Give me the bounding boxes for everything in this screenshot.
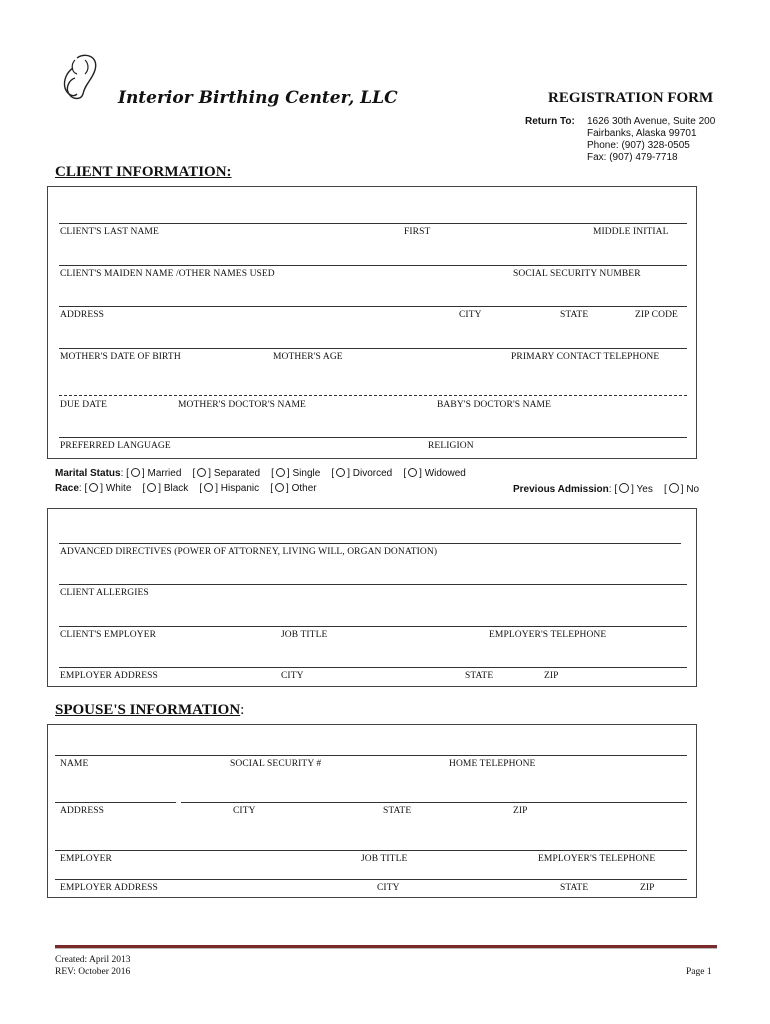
radio-icon[interactable] [408,468,417,477]
marital-single-option[interactable]: [ ] Single [271,468,321,479]
return-address [587,116,715,164]
mother-dob-label: MOTHER'S DATE OF BIRTH [60,352,181,362]
phone-text: Phone: (907) 328-0505 [587,140,690,151]
state-label: STATE [560,310,589,320]
race-hispanic-option[interactable]: [ ] Hispanic [199,483,260,494]
spouse-employer-label: EMPLOYER [60,854,112,864]
employer-state-label: STATE [465,671,494,681]
mother-doctor-label: MOTHER'S DOCTOR'S NAME [178,400,306,410]
radio-icon[interactable] [197,468,206,477]
address-line2: Fairbanks, Alaska 99701 [587,128,697,139]
return-to-label: Return To: [525,116,575,127]
employer-address-line[interactable] [59,667,687,668]
race-label: Race [55,483,79,494]
allergies-line[interactable] [59,584,687,585]
maiden-name-line[interactable] [59,265,687,266]
page-number: Page 1 [686,967,712,977]
first-label: FIRST [404,227,431,237]
spouse-employer-zip-label: ZIP [640,883,655,893]
marital-status-label: Marital Status [55,468,121,479]
race-other-option[interactable]: [ ] Other [270,483,317,494]
center-name: Interior Birthing Center, LLC [118,88,398,108]
spouse-employer-city-label: CITY [377,883,400,893]
spouse-state-label: STATE [383,806,412,816]
spouse-address-line-a[interactable] [55,802,176,803]
marital-status-row: Marital Status: [ ] Married [ ] Separated [ ] Single [ ] Divorced [ ] Widowed [55,468,466,479]
spouse-heading-text: SPOUSE'S INFORMATION [55,702,241,718]
ssn-label: SOCIAL SECURITY NUMBER [513,269,641,279]
revision-date: REV: October 2016 [55,967,131,977]
previous-admission-no-option[interactable]: [ ] No [663,484,700,495]
directives-line[interactable] [59,543,681,544]
address-line[interactable] [59,306,687,307]
marital-widowed-option[interactable]: [ ] Widowed [403,468,466,479]
spouse-home-phone-label: HOME TELEPHONE [449,759,536,769]
last-name-line[interactable] [59,223,687,224]
previous-admission-label: Previous Admission [513,484,609,495]
employer-address-label: EMPLOYER ADDRESS [60,671,158,681]
directives-label: ADVANCED DIRECTIVES (POWER OF ATTORNEY, LIVING WILL, ORGAN DONATION) [60,547,438,557]
race-row: Race: [ ] White [ ] Black [ ] Hispanic [ ] Other [55,483,317,494]
spouse-heading-colon: : [240,702,245,718]
dob-line[interactable] [59,348,687,349]
footer-rule [55,945,717,949]
language-line[interactable] [59,437,687,438]
city-label: CITY [459,310,482,320]
radio-icon[interactable] [669,483,679,493]
maiden-name-label: CLIENT'S MAIDEN NAME /OTHER NAMES USED [60,269,275,279]
previous-admission-yes-option[interactable]: [ ] Yes [614,484,653,495]
due-date-line[interactable] [59,395,687,396]
spouse-name-line[interactable] [55,755,687,756]
baby-doctor-label: BABY'S DOCTOR'S NAME [437,400,551,410]
spouse-employer-address-line[interactable] [55,879,687,880]
spouse-box [47,724,697,898]
spouse-city-label: CITY [233,806,256,816]
spouse-employer-address-label: EMPLOYER ADDRESS [60,883,158,893]
primary-phone-label: PRIMARY CONTACT TELEPHONE [511,352,660,362]
employer-zip-label: ZIP [544,671,559,681]
spouse-employer-line[interactable] [55,850,687,851]
religion-label: RELIGION [428,441,474,451]
spouse-address-line-b[interactable] [181,802,687,803]
spouse-job-title-label: JOB TITLE [361,854,408,864]
marital-married-option[interactable]: [ ] Married [126,468,182,479]
allergies-label: CLIENT ALLERGIES [60,588,149,598]
form-title: REGISTRATION FORM [548,90,714,106]
address-label: ADDRESS [60,310,104,320]
last-name-label: CLIENT'S LAST NAME [60,227,159,237]
spouse-zip-label: ZIP [513,806,528,816]
spouse-ssn-label: SOCIAL SECURITY # [230,759,322,769]
spouse-heading [55,702,244,719]
radio-icon[interactable] [131,468,140,477]
employer-phone-label: EMPLOYER'S TELEPHONE [489,630,607,640]
zip-code-label: ZIP CODE [635,310,678,320]
logo-icon [55,50,105,105]
job-title-label: JOB TITLE [281,630,328,640]
radio-icon[interactable] [147,483,156,492]
previous-admission-row: Previous Admission: [ ] Yes [ ] No [513,484,700,495]
spouse-address-label: ADDRESS [60,806,104,816]
spouse-employer-phone-label: EMPLOYER'S TELEPHONE [538,854,656,864]
mother-age-label: MOTHER'S AGE [273,352,343,362]
created-date: Created: April 2013 [55,955,131,965]
employer-label: CLIENT'S EMPLOYER [60,630,157,640]
radio-icon[interactable] [275,483,284,492]
employer-city-label: CITY [281,671,304,681]
address-line1: 1626 30th Avenue, Suite 200 [587,116,716,127]
radio-icon[interactable] [336,468,345,477]
radio-icon[interactable] [89,483,98,492]
race-white-option[interactable]: [ ] White [84,483,132,494]
radio-icon[interactable] [619,483,629,493]
language-label: PREFERRED LANGUAGE [60,441,171,451]
spouse-employer-state-label: STATE [560,883,589,893]
middle-initial-label: MIDDLE INITIAL [593,227,669,237]
marital-divorced-option[interactable]: [ ] Divorced [331,468,393,479]
radio-icon[interactable] [276,468,285,477]
spouse-name-label: NAME [60,759,89,769]
marital-separated-option[interactable]: [ ] Separated [192,468,261,479]
employer-line[interactable] [59,626,687,627]
radio-icon[interactable] [204,483,213,492]
client-info-heading: CLIENT INFORMATION: [55,164,232,180]
due-date-label: DUE DATE [60,400,107,410]
fax-text: Fax: (907) 479-7718 [587,152,678,163]
race-black-option[interactable]: [ ] Black [142,483,189,494]
